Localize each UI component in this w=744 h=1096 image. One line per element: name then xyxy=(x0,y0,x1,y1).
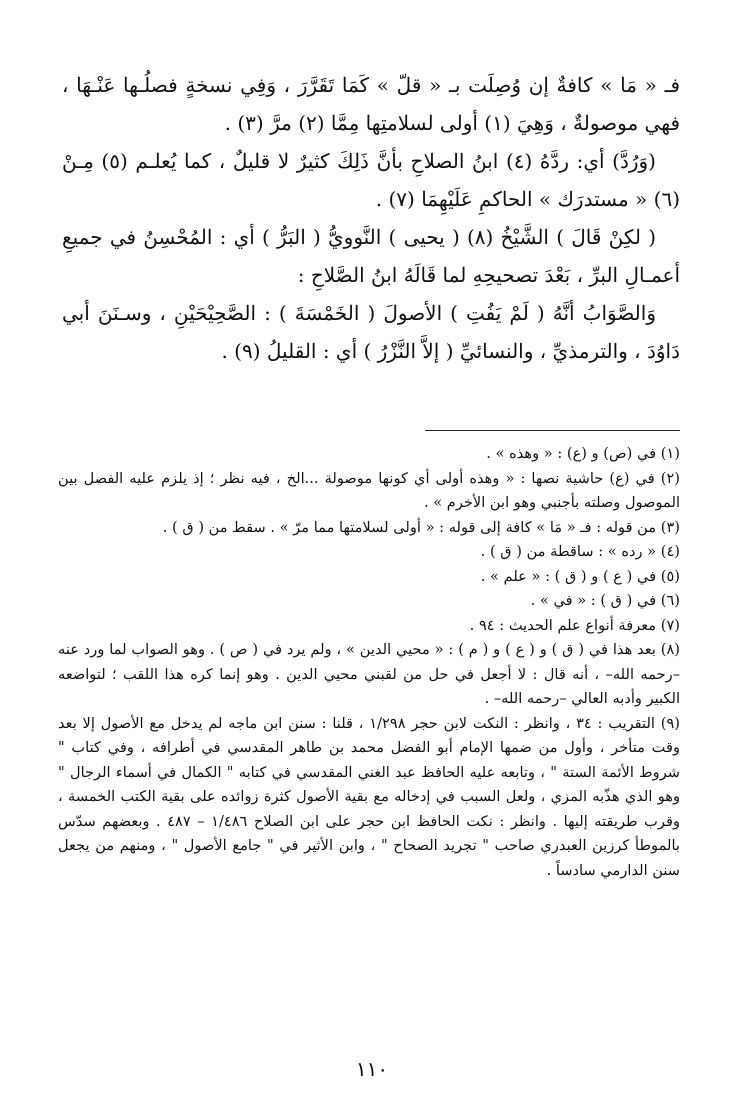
footnote-divider xyxy=(425,430,680,431)
footnote: (٣) من قوله : فـ « مَا » كافة إلى قوله : « أولى لسلامتها مما مرّ » . سقط من ( ق ) . xyxy=(162,518,680,536)
footnote: (١) في (ص) و (ع) : « وهذه » . xyxy=(486,445,680,462)
page-number: ١١٠ xyxy=(355,1057,389,1081)
footnote: (٢) في (ع) حاشية نصها : « وهذه أولى أي كونها موصولة ...الخ ، فيه نظر ؛ إذ يلزم عليه الفصل بين الموصول وصلته بأجنبي وهو ابن الأخرم » . xyxy=(58,469,680,511)
main-paragraph: وَالصَّوَابُ أنَّهُ ( لَمْ يَفُتِ ) الأصولَ ( الخَمْسَةَ ) : الصَّحِيْحَيْنِ ، وسـنَنَ أبي دَاوُدَ ، والترمذيِّ ، والنسائيِّ ( إلاَّ النَّزْرُ ) أي : القليلُ (٩) . xyxy=(62,301,680,363)
footnote: (٧) معرفة أنواع علم الحديث : ٩٤ . xyxy=(469,616,680,634)
footnote: (٦) في ( ق ) : « في » . xyxy=(530,592,680,609)
main-text xyxy=(62,66,680,370)
main-paragraph: (وَرُدَّ) أي: ردَّهُ (٤) ابنُ الصلاحِ بأنَّ ذَلِكَ كثيرٌ لا قليلٌ ، كما يُعلـم (٥) مِـنْ (٦) « مستدرَك » الحاكمِ عَلَيْهِمَا (٧) . xyxy=(62,149,680,211)
footnote: (٤) « رده » : ساقطة من ( ق ) . xyxy=(480,543,680,560)
main-paragraph: فـ « مَا » كافةٌ إن وُصِلَت بـ « قلّ » كَمَا تَقَرَّرَ ، وَفِي نسخةٍ فصلُـها عَنْـهَا ، فهي موصولةٌ ، وَهِيَ (١) أولى لسلامتِها مِمَّا (٢) مرَّ (٣) . xyxy=(62,73,680,135)
main-paragraph: ( لكِنْ قَالَ ) الشَّيْخُ (٨) ( يحيى ) النَّوويُّ ( البَرُّ ) أي : المُحْسِنُ في جميعِ أعمـالِ البرِّ ، بَعْدَ تصحيحِهِ لما قَالَهُ ابنُ الصَّلاحِ : xyxy=(62,225,680,287)
footnote: (٨) بعد هذا في ( ق ) و ( ع ) و ( م ) : « محيي الدين » ، ولم يرد في ( ص ) . وهو الصواب لما ورد عنه –رحمه الله– ، أنه قال : لا أجعل في حل من لقبني محيي الدين . وهو إنما كره هذا اللقب ؛ لتواضعه الكبير وأدبه العالي –رحمه الله– . xyxy=(58,641,680,707)
footnote: (٥) في ( ع ) و ( ق ) : « علم » . xyxy=(480,567,680,585)
footnote: (٩) التقريب : ٣٤ ، وانظر : النكت لابن حجر ١/٢٩٨ ، قلنا : سنن ابن ماجه لم يدخل مع الأصول إلا بعد وقت متأخر ، وأول من ضمها الإمام أبو الفضل محمد بن طاهر المقدسي في أطرافه ، وفي كتاب " شروط الأئمة الستة " ، وتابعه عليه الحافظ عبد الغني المقدسي في كتابه " الكمال في أسماء الرجال " وهو الذي هذّبه المزي ، ولعل السبب في إدخاله مع بقية الأصول كثرة زوائده على بقية الكتب الخمسة ، وقرب طريقته إليها . وانظر : نكت الحافظ ابن حجر على ابن الصلاح ١/٤٨٦ – ٤٨٧ . وبعضهم سدّس بالموطأ كرزين العبدري صاحب " تجريد الصحاح " ، وابن الأثير في " جامع الأصول " ، ومنهم من يجعل سنن الدارمي سادساً . xyxy=(58,714,680,879)
footnotes xyxy=(58,442,680,883)
